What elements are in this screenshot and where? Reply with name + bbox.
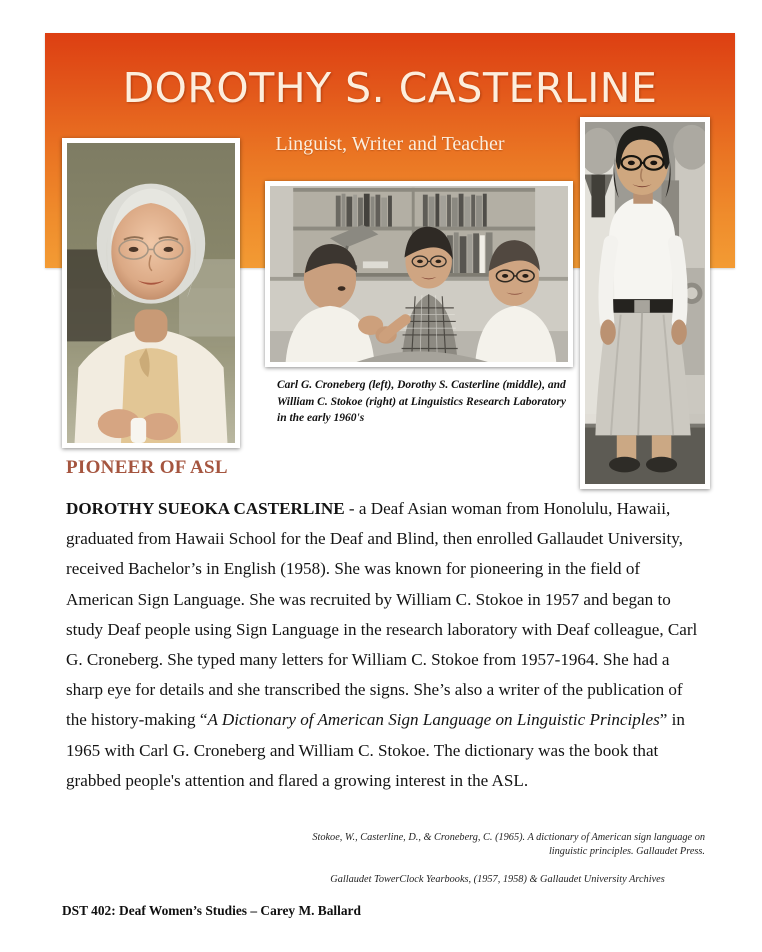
photo-dorothy-casterline-young [580,117,710,489]
photo-dorothy-casterline-portrait [62,138,240,448]
citation-primary: Stokoe, W., Casterline, D., & Croneberg, C. (1965). A dictionary of American sign language on linguistic principles. Gallaudet Press. [312,832,705,857]
page-title: DOROTHY S. CASTERLINE [122,64,658,112]
footer-course-credit: DST 402: Deaf Women’s Studies – Carey M. Ballard [62,903,361,918]
photo-caption: Carl G. Croneberg (left), Dorothy S. Casterline (middle), and William C. Stokoe (right) at Linguistics Research Laboratory in the early 1960's [277,379,567,424]
book-title: A Dictionary of American Sign Language on Linguistic Principles [207,710,660,730]
photo-linguistics-research-laboratory [265,181,573,367]
biography-text-part-two: ” in 1965 with Carl G. Croneberg and William C. Stokoe. The dictionary was the book that grabbed people's attention and flared a growing interest in the ASL. [66,710,685,790]
subject-name: DOROTHY SUEOKA CASTERLINE [66,499,345,518]
biography-paragraph [66,494,700,796]
page-subtitle: Linguist, Writer and Teacher [275,133,505,155]
biography-text-part-one: - a Deaf Asian woman from Honolulu, Hawaii, graduated from Hawaii School for the Deaf and Blind, then enrolled Gallaudet University, received Bachelor’s in English (1958). She was known for pioneering in the field of American Sign Language. She was recruited by William C. Stokoe in 1957 and began to study Deaf people using Sign Language in the research laboratory with Deaf colleague, Carl G. Croneberg. She typed many letters for William C. Stokoe from 1957-1964. She had a sharp eye for details and she transcribed the signs. She’s also a writer of the publication of the history-making “ [66,499,698,730]
section-heading-pioneer-of-asl: PIONEER OF ASL [66,457,228,478]
citation-secondary: Gallaudet TowerClock Yearbooks, (1957, 1958) & Gallaudet University Archives [330,874,665,885]
